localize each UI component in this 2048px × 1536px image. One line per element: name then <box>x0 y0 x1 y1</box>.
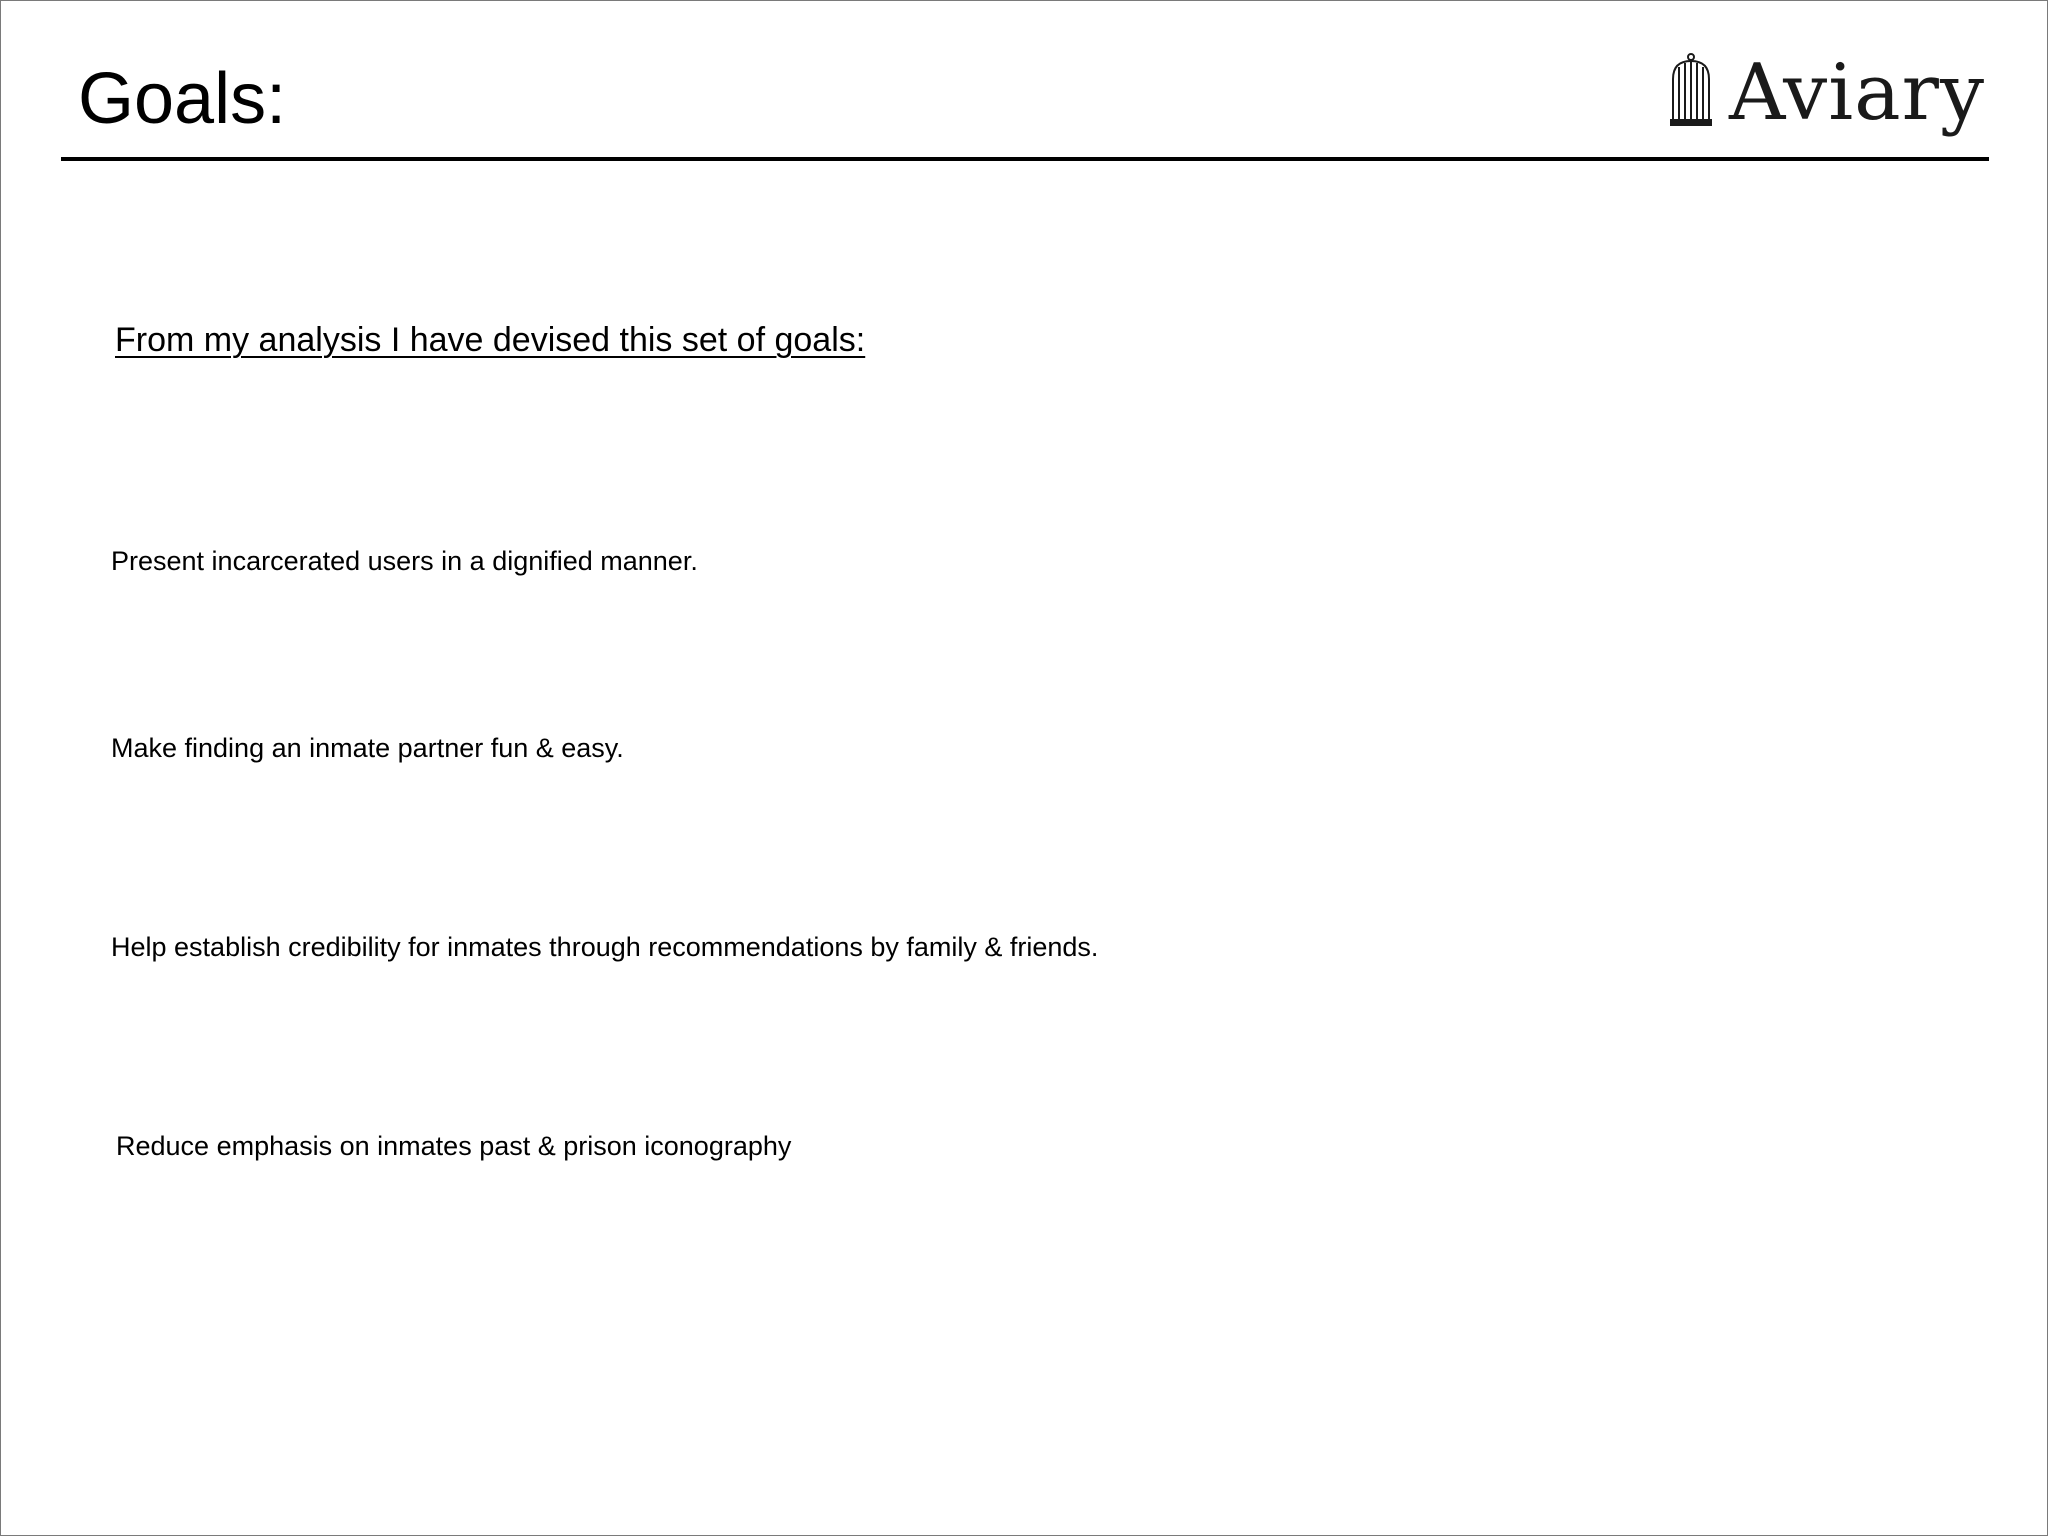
goal-item: Help establish credibility for inmates through recommendations by family & friends. <box>111 932 1099 962</box>
goal-item: Reduce emphasis on inmates past & prison iconography <box>116 1131 792 1161</box>
intro-text: From my analysis I have devised this set of goals: <box>115 321 866 359</box>
title-divider <box>61 157 1989 161</box>
aviary-logo <box>1669 48 1999 146</box>
logo-wordmark: Aviary <box>1729 48 1986 138</box>
goal-item: Present incarcerated users in a dignified manner. <box>111 546 698 576</box>
birdcage-icon <box>1669 53 1713 129</box>
slide-title: Goals: <box>78 59 287 139</box>
goal-item: Make finding an inmate partner fun & easy. <box>111 733 624 763</box>
